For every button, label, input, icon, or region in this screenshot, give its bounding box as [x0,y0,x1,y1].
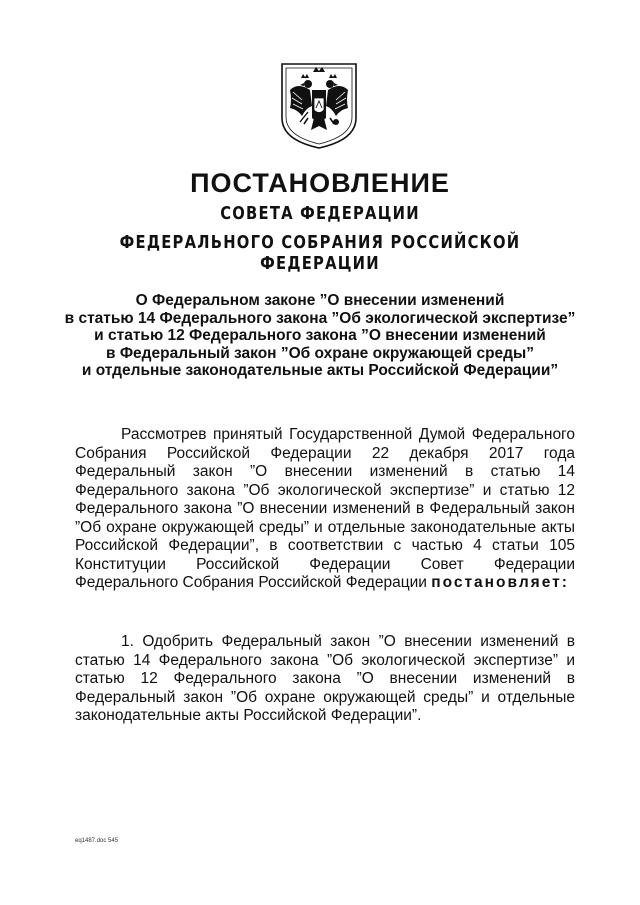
document-subject [40,292,600,380]
issuer-line-1: СОВЕТА ФЕДЕРАЦИИ [220,203,420,224]
russian-coat-of-arms-icon [278,60,360,150]
file-reference: eq1487.doc 545 [75,838,119,844]
resolution-item-1: 1. Одобрить Федеральный закон ”О внесении изменений в статью 14 Федерального закона ”Об экологической экспертизе” и статью 12 Федерального закона ”О внесении изменений в Федеральный закон ”Об охране окружающей среды” и отдельные законодательные акты Российской Федерации”. [75,633,575,724]
subject-line: в Федеральный закон ”Об охране окружающей среды” [105,344,535,362]
preamble-paragraph [75,426,575,593]
preamble-text: Рассмотрев принятый Государственной Думой Федерального Собрания Российской Федерации 22 декабря 2017 года Федеральный закон ”О внесении изменений в статью 14 Федерального закона ”Об экологической экспертизе” и статью 12 Федерального закона ”О внесении изменений в Федеральный закон ”Об охране окружающей среды” и отдельные законодательные акты Российской Федерации”, в соответствии с частью 4 статьи 105 Конституции Российской Федерации Совет Федерации Федерального Собрания Российской Федерации [75,426,575,591]
subject-line: и отдельные законодательные акты Российской Федерации” [81,362,559,379]
subject-line: О Федеральном законе ”О внесении изменений [135,292,505,309]
resolves-word: постановляет: [431,574,569,591]
issuer-line-2: ФЕДЕРАЛЬНОГО СОБРАНИЯ РОССИЙСКОЙ ФЕДЕРАЦИИ [119,232,521,274]
subject-line: в статью 14 Федерального закона ”Об экологической экспертизе” [64,309,576,327]
subject-line: и статью 12 Федерального закона ”О внесении изменений [94,327,546,344]
document-title: ПОСТАНОВЛЕНИЕ [190,168,450,198]
